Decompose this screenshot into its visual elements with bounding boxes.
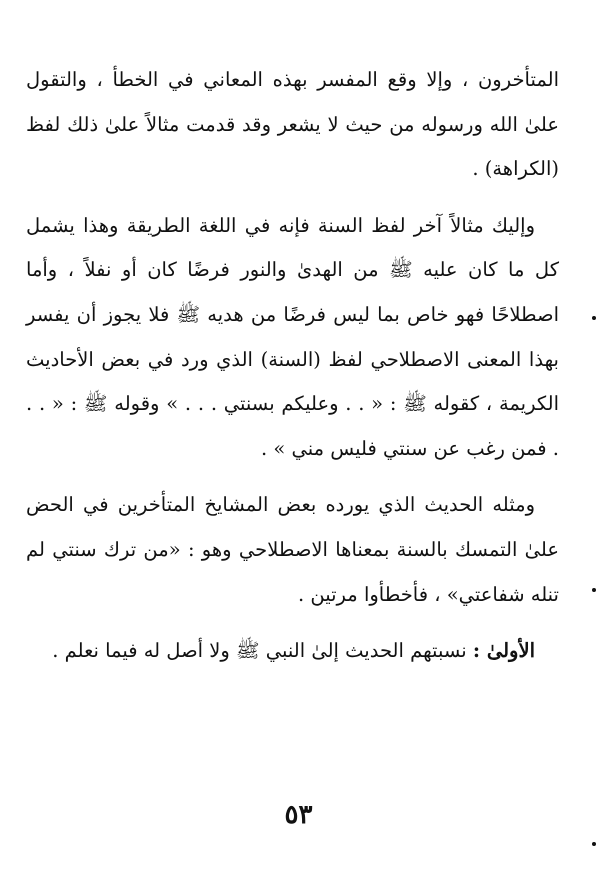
paragraph-4-lead: الأولىٰ : bbox=[472, 639, 535, 663]
paragraph-1: المتأخرون ، وإلا وقع المفسر بهذه المعاني في الخطأ ، والتقول علىٰ الله ورسوله من حيث لا يشعر وقد قدمت مثالاً علىٰ ذلك لفظ (الكراهة) . bbox=[26, 68, 559, 181]
page-body-text bbox=[26, 58, 559, 674]
paragraph-2: وإليك مثالاً آخر لفظ السنة فإنه في اللغة الطريقة وهذا يشمل كل ما كان عليه ﷺ من الهدىٰ والنور فرضًا كان أو نفلاً ، وأما اصطلاحًا فهو خاص بما ليس فرضًا من هديه ﷺ فلا يجوز أن يفسر بهذا المعنى الاصطلاحي لفظ (السنة) الذي ورد في بعض الأحاديث الكريمة ، كقوله ﷺ : « . . وعليكم بسنتي . . . » وقوله ﷺ : « . . . فمن رغب عن سنتي فليس مني » . bbox=[26, 213, 559, 460]
paragraph-4 bbox=[26, 629, 559, 674]
page-number: ٥٣ bbox=[284, 800, 313, 830]
paragraph-3: ومثله الحديث الذي يورده بعض المشايخ المتأخرين في الحض علىٰ التمسك بالسنة بمعناها الاصطلاحي وهو : «من ترك سنتي لم تنله شفاعتي» ، فأخطأوا مرتين . bbox=[26, 493, 559, 606]
margin-mark bbox=[592, 316, 596, 320]
margin-mark bbox=[592, 588, 596, 592]
margin-mark bbox=[592, 842, 596, 846]
paragraph-4-text: نسبتهم الحديث إلىٰ النبي ﷺ ولا أصل له فيما نعلم . bbox=[52, 639, 473, 663]
